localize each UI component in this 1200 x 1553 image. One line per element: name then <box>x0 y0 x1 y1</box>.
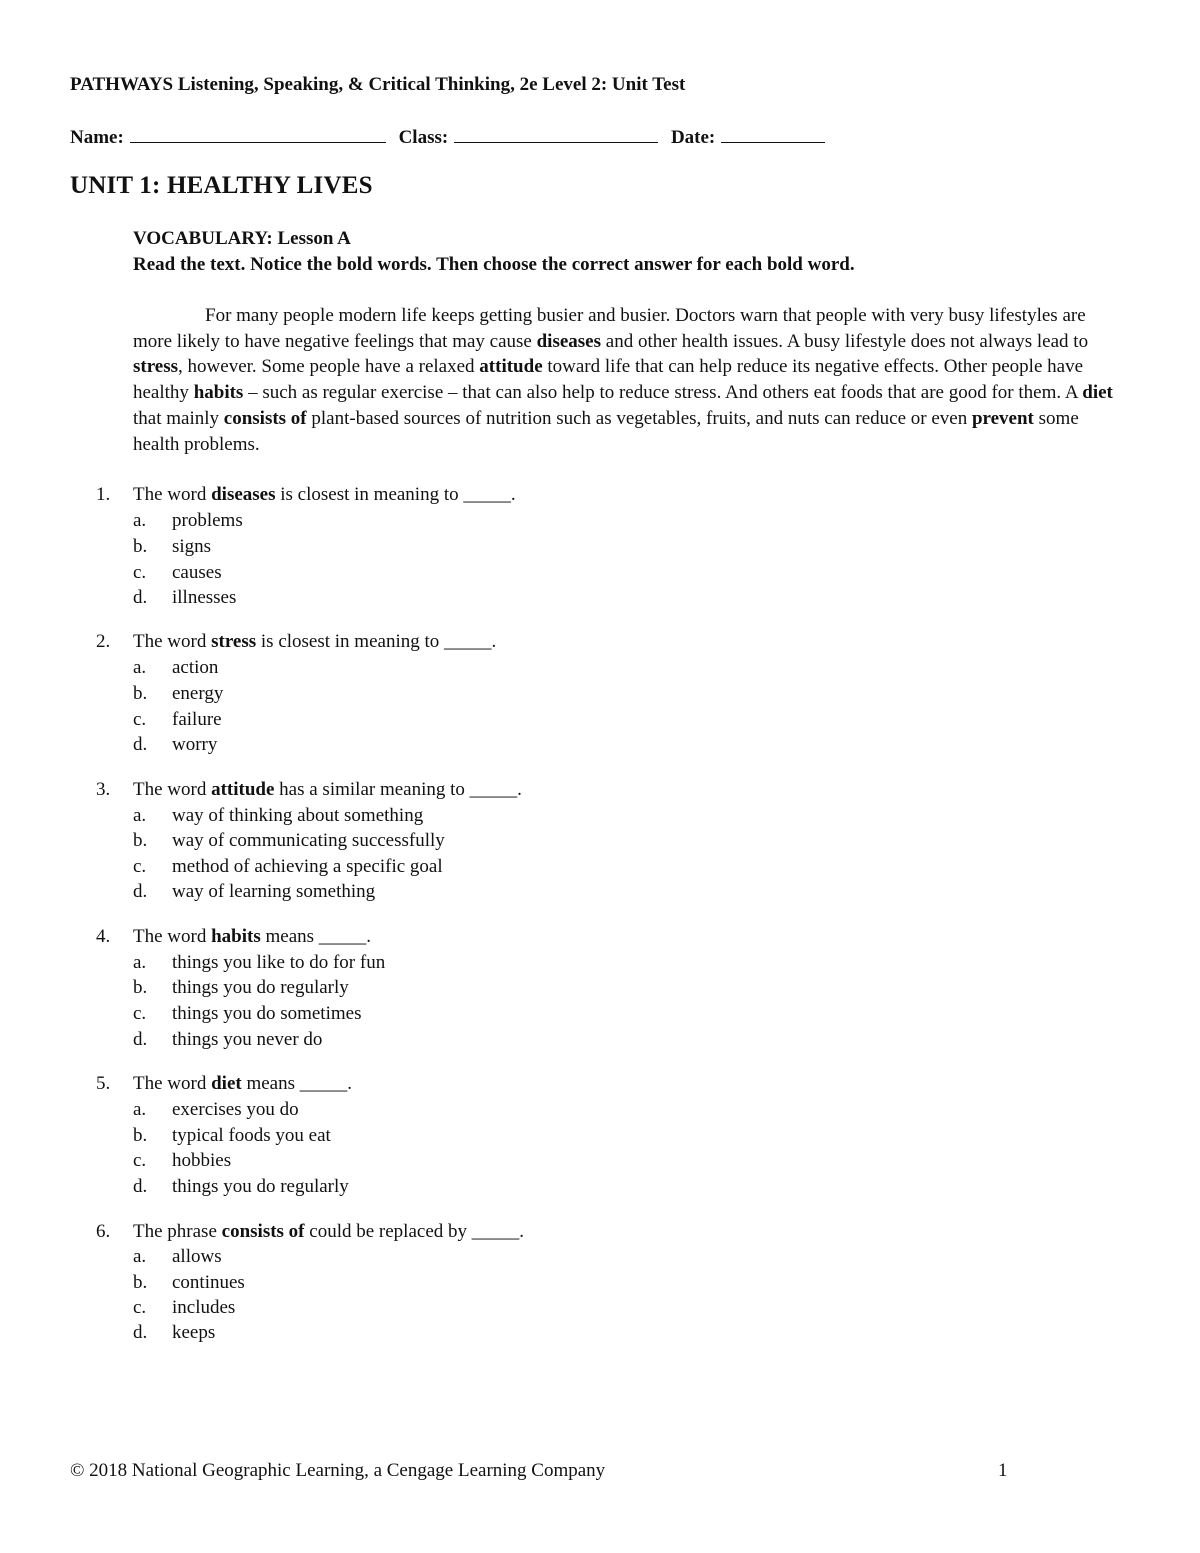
question-text: The word <box>133 484 212 505</box>
option-letter: c. <box>133 709 147 730</box>
passage-text: some health problems. <box>133 407 1079 455</box>
answer-option[interactable] <box>133 1322 215 1344</box>
passage-text: , however. Some people have a relaxed <box>178 356 480 378</box>
question-bold-word: stress <box>211 631 257 652</box>
passage-bold-word: attitude <box>479 356 543 378</box>
option-letter: b. <box>133 830 148 851</box>
answer-option[interactable] <box>133 881 375 903</box>
answer-option[interactable] <box>133 1246 222 1268</box>
answer-option[interactable] <box>133 830 445 852</box>
answer-option[interactable] <box>133 1150 231 1172</box>
question-text: has a similar meaning to _____. <box>274 779 522 800</box>
question-stem <box>96 926 371 948</box>
answer-option[interactable] <box>133 709 222 731</box>
option-letter: c. <box>133 1150 147 1171</box>
option-text: things you do sometimes <box>172 1003 362 1024</box>
passage-text: plant-based sources of nutrition such as vegetables, fruits, and nuts can reduce or even <box>306 407 972 429</box>
option-text: way of learning something <box>172 881 376 902</box>
passage-text: and other health issues. A busy lifestyle does not always lead to <box>601 330 1089 352</box>
answer-option[interactable] <box>133 977 349 999</box>
option-letter: b. <box>133 536 148 557</box>
option-text: things you like to do for fun <box>172 952 386 973</box>
passage-bold-word: stress <box>133 356 179 378</box>
question-bold-word: consists of <box>221 1221 305 1242</box>
passage-bold-word: consists of <box>223 407 307 429</box>
question-stem <box>96 484 516 506</box>
passage-bold-word: diseases <box>536 330 602 352</box>
option-text: things you do regularly <box>172 1176 349 1197</box>
option-letter: d. <box>133 587 148 608</box>
footer-copyright: © 2018 National Geographic Learning, a Cengage Learning Company <box>70 1460 606 1481</box>
answer-option[interactable] <box>133 1125 331 1147</box>
question-bold-word: diet <box>211 1073 242 1094</box>
question-text: The word <box>133 631 212 652</box>
footer-page-number: 1 <box>998 1460 1008 1481</box>
passage-bold-word: diet <box>1082 382 1113 404</box>
question-number: 2. <box>96 631 111 652</box>
option-text: failure <box>172 709 222 730</box>
option-text: way of communicating successfully <box>172 830 445 851</box>
answer-option[interactable] <box>133 856 443 878</box>
option-letter: d. <box>133 734 148 755</box>
question-number: 1. <box>96 484 111 505</box>
question-stem <box>96 779 522 801</box>
passage-bold-word: habits <box>193 382 244 404</box>
answer-option[interactable] <box>133 1003 361 1025</box>
option-letter: a. <box>133 657 147 678</box>
option-letter: a. <box>133 510 147 531</box>
option-letter: b. <box>133 1125 148 1146</box>
answer-option[interactable] <box>133 1029 322 1051</box>
answer-option[interactable] <box>133 1272 245 1294</box>
passage-text: that mainly <box>133 407 224 429</box>
question-text: means _____. <box>241 1073 352 1094</box>
class-label: Class: <box>398 127 449 148</box>
answer-option[interactable] <box>133 952 385 974</box>
answer-option[interactable] <box>133 683 223 705</box>
answer-option[interactable] <box>133 1176 349 1198</box>
option-letter: d. <box>133 1029 148 1050</box>
option-text: energy <box>172 683 224 704</box>
passage-bold-word: prevent <box>971 407 1034 429</box>
option-letter: c. <box>133 1003 147 1024</box>
unit-title: UNIT 1: HEALTHY LIVES <box>70 172 373 199</box>
option-letter: d. <box>133 1176 148 1197</box>
question-bold-word: attitude <box>211 779 275 800</box>
option-letter: b. <box>133 977 148 998</box>
section-title: VOCABULARY: Lesson A <box>133 228 351 249</box>
option-text: things you never do <box>172 1029 323 1050</box>
option-letter: c. <box>133 562 147 583</box>
question-stem <box>96 1073 352 1095</box>
option-letter: c. <box>133 1297 147 1318</box>
option-letter: d. <box>133 881 148 902</box>
answer-option[interactable] <box>133 587 236 609</box>
option-letter: c. <box>133 856 147 877</box>
question-text: The word <box>133 779 212 800</box>
question-bold-word: habits <box>211 926 261 947</box>
question-number: 4. <box>96 926 111 947</box>
option-letter: d. <box>133 1322 148 1343</box>
option-text: causes <box>172 562 222 583</box>
option-letter: a. <box>133 805 147 826</box>
option-text: continues <box>172 1272 245 1293</box>
option-text: typical foods you eat <box>172 1125 331 1146</box>
question-text: is closest in meaning to _____. <box>275 484 516 505</box>
question-text: means _____. <box>260 926 372 947</box>
option-letter: a. <box>133 1099 147 1120</box>
question-stem <box>96 631 496 653</box>
passage-text: For many people modern life keeps getting busier and busier. Doctors warn that people with very busy lifestyles are more likely to have negative feelings that may cause <box>133 305 1086 352</box>
question-text: The word <box>133 926 212 947</box>
answer-option[interactable] <box>133 734 217 756</box>
question-text: could be replaced by _____. <box>304 1221 524 1242</box>
option-text: method of achieving a specific goal <box>172 856 443 877</box>
option-text: way of thinking about something <box>172 805 424 826</box>
question-text: is closest in meaning to _____. <box>256 631 497 652</box>
section-instructions: Read the text. Notice the bold words. Then choose the correct answer for each bold word. <box>133 254 855 275</box>
question-bold-word: diseases <box>211 484 276 505</box>
option-text: illnesses <box>172 587 237 608</box>
question-stem <box>96 1221 524 1243</box>
option-letter: a. <box>133 952 147 973</box>
option-letter: b. <box>133 683 148 704</box>
option-letter: b. <box>133 1272 148 1293</box>
option-text: action <box>172 657 219 678</box>
option-text: things you do regularly <box>172 977 349 998</box>
passage-text: – such as regular exercise – that can also help to reduce stress. And others eat foods that are good for them. A <box>243 382 1083 404</box>
question-number: 6. <box>96 1221 111 1242</box>
option-text: keeps <box>172 1322 216 1343</box>
option-text: worry <box>172 734 218 755</box>
option-text: exercises you do <box>172 1099 299 1120</box>
option-letter: a. <box>133 1246 147 1267</box>
answer-option[interactable] <box>133 805 423 827</box>
option-text: allows <box>172 1246 222 1267</box>
question-number: 3. <box>96 779 111 800</box>
option-text: problems <box>172 510 243 531</box>
answer-option[interactable] <box>133 536 211 558</box>
question-number: 5. <box>96 1073 111 1094</box>
passage-text: toward life that can help reduce its negative effects. Other people have healthy <box>133 356 1084 404</box>
answer-option[interactable] <box>133 562 222 584</box>
date-label: Date: <box>670 127 716 148</box>
answer-option[interactable] <box>133 1297 235 1319</box>
answer-option[interactable] <box>133 1099 299 1121</box>
answer-option[interactable] <box>133 657 218 679</box>
name-label: Name: <box>70 127 124 148</box>
option-text: includes <box>172 1297 236 1318</box>
question-text: The phrase <box>133 1221 222 1242</box>
document-header-title: PATHWAYS Listening, Speaking, & Critical Thinking, 2e Level 2: Unit Test <box>70 74 686 95</box>
option-text: hobbies <box>172 1150 232 1171</box>
option-text: signs <box>172 536 212 557</box>
answer-option[interactable] <box>133 510 243 532</box>
question-text: The word <box>133 1073 212 1094</box>
